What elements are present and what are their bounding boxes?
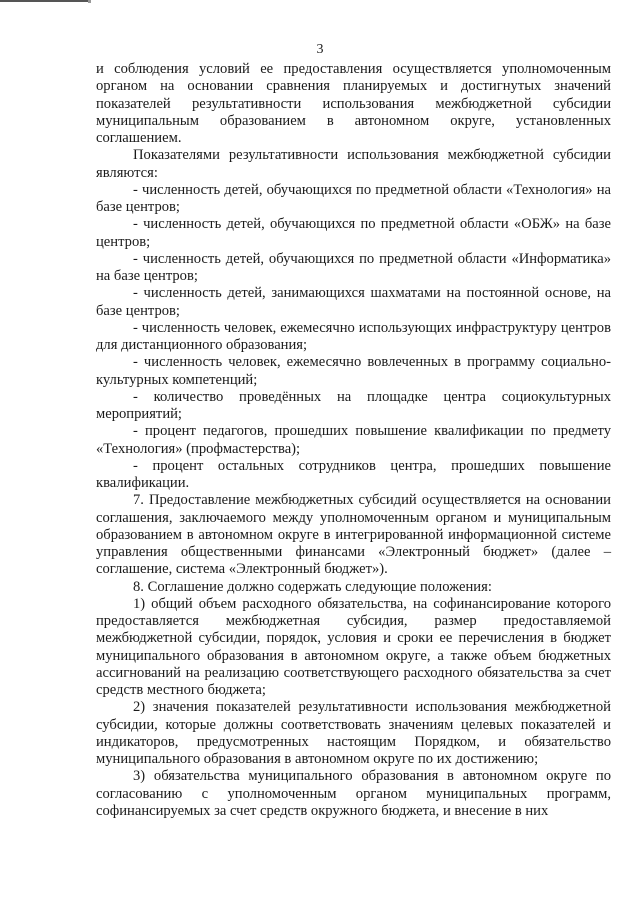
corner-mark — [0, 0, 88, 2]
paragraph: 3) обязательства муниципального образования в автономном округе по согласованию с уполномоченным органом муниципальных программ, софинансируемых за счет средств окружного бюджета, и внесение в них — [96, 768, 611, 819]
paragraph: - численность детей, занимающихся шахматами на постоянной основе, на базе центров; — [96, 285, 611, 319]
paragraph: - численность детей, обучающихся по предметной области «Информатика» на базе центров; — [96, 250, 611, 284]
paragraph: 8. Соглашение должно содержать следующие положения: — [133, 578, 492, 595]
paragraph: 2) значения показателей результативности использования межбюджетной субсидии, которые должны соответствовать значениям целевых показателей и индикаторов, предусмотренных настоящим Порядком, и обязательство муниципального образования в автономном округе по их достижению; — [96, 699, 611, 767]
page-number: 3 — [316, 42, 324, 57]
document-body — [96, 61, 611, 820]
corner-tick — [88, 0, 91, 3]
paragraph: - процент остальных сотрудников центра, прошедших повышение квалификации. — [96, 457, 611, 491]
paragraph: 1) общий объем расходного обязательства, на софинансирование которого предоставляется межбюджетная субсидия, размер предоставляемой межбюджетной субсидии, порядок, условия и сроки ее перечисления в бюджет муниципального образования в автономном округе, а также объем бюджетных ассигнований на реализацию соответствующего расходного обязательства за счет средств местного бюджета; — [96, 595, 611, 698]
paragraph: 7. Предоставление межбюджетных субсидий осуществляется на основании соглашения, заключаемого между уполномоченным органом и муниципальным образованием в автономном округе в интегрированной информационной системе управления общественными финансами «Электронный бюджет» (далее – соглашение, система «Электронный бюджет»). — [96, 492, 611, 578]
paragraph: - численность человек, ежемесячно вовлеченных в программу социально-культурных компетенций; — [96, 354, 611, 388]
paragraph: - численность человек, ежемесячно использующих инфраструктуру центров для дистанционного образования; — [96, 319, 611, 353]
paragraph: - численность детей, обучающихся по предметной области «ОБЖ» на базе центров; — [96, 216, 611, 250]
paragraph: Показателями результативности использования межбюджетной субсидии являются: — [96, 147, 611, 181]
paragraph: - процент педагогов, прошедших повышение квалификации по предмету «Технология» (профмастерства); — [96, 423, 611, 457]
paragraph: - количество проведённых на площадке центра социокультурных мероприятий; — [96, 388, 611, 422]
paragraph: - численность детей, обучающихся по предметной области «Технология» на базе центров; — [96, 181, 611, 215]
paragraph: и соблюдения условий ее предоставления осуществляется уполномоченным органом на основании сравнения планируемых и достигнутых значений показателей результативности использования межбюджетной субсидии муниципальным образованием в автономном округе, установленных соглашением. — [96, 61, 611, 146]
